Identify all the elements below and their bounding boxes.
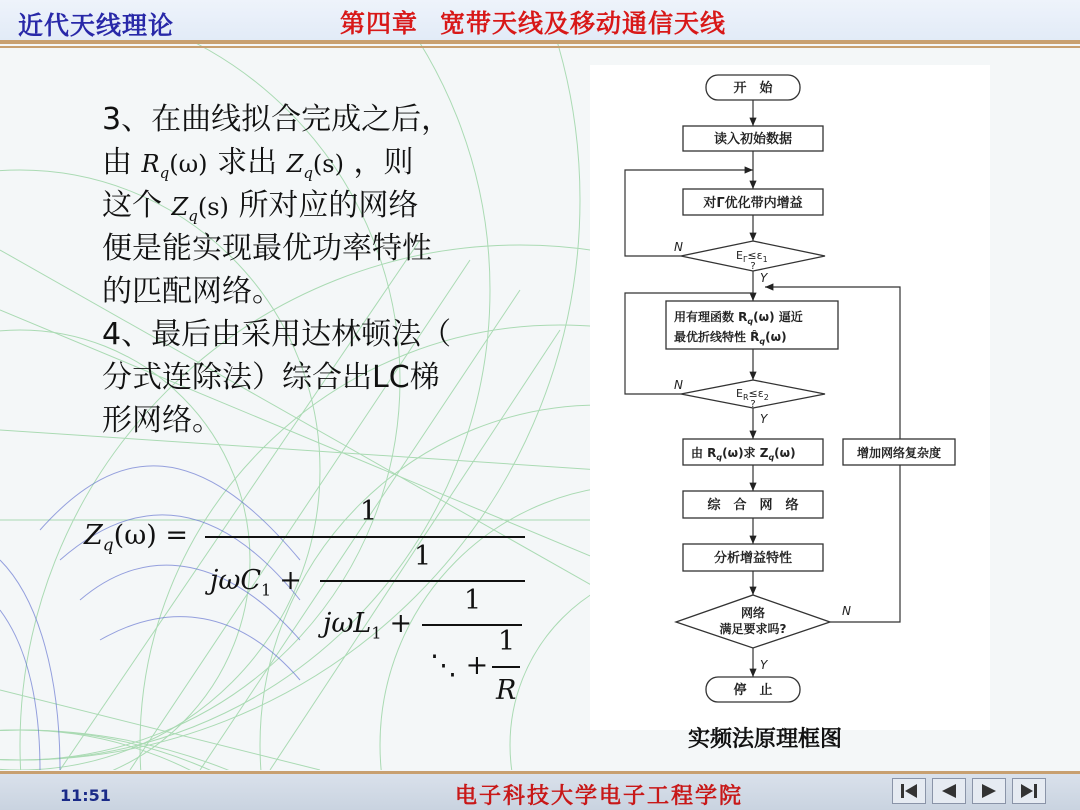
next-slide-button[interactable] xyxy=(972,778,1006,804)
flow-y2: Y xyxy=(760,412,768,426)
text-fragment: 由 xyxy=(102,145,132,180)
term-jwl1: jωL$_1$ + xyxy=(323,608,413,643)
last-slide-button[interactable] xyxy=(1012,778,1046,804)
text-fragment: ，则 xyxy=(353,145,414,180)
footer-time: 11:51 xyxy=(60,786,111,805)
paragraph-3-line-1: 3、在曲线拟合完成之后， xyxy=(102,102,452,137)
fraction-bar-2 xyxy=(320,580,525,582)
numerator-3: 1 xyxy=(464,585,482,616)
term-r: R xyxy=(496,675,517,706)
chapter-title: 宽带天线及移动通信天线 xyxy=(440,9,727,38)
flow-optimize: 对Γ优化带内增益 xyxy=(703,196,803,211)
flow-solve: 由 $R_q(\omega)$求 $Z_q(\omega)$ xyxy=(691,446,796,462)
flow-approx-1: 用有理函数 $R_q(\omega)$ 逼近 xyxy=(674,310,803,326)
fraction-bar-4 xyxy=(492,666,520,668)
flow-cond1: $E_\Gamma\le\varepsilon_1$ xyxy=(736,249,768,264)
numerator-1: 1 xyxy=(360,496,378,527)
course-title: 近代天线理论 xyxy=(18,11,175,40)
footer-rule xyxy=(0,771,1080,774)
first-icon xyxy=(893,779,925,803)
prev-slide-button[interactable] xyxy=(932,778,966,804)
flow-cond2: $E_R\le\varepsilon_2$ xyxy=(736,387,769,402)
flow-y3: Y xyxy=(760,658,768,672)
header-rule xyxy=(0,40,1080,44)
chapter-number: 第四章 xyxy=(340,9,419,38)
footer-institution: 电子科技大学电子工程学院 xyxy=(455,783,744,809)
first-slide-button[interactable] xyxy=(892,778,926,804)
text-fragment: 这个 xyxy=(102,188,162,223)
paragraph-4-line-1: 4、最后由采用达林顿法（ xyxy=(102,317,452,352)
text-fragment: 求出 xyxy=(217,145,278,180)
term-dots: ⋱ + xyxy=(430,650,489,681)
numerator-2: 1 xyxy=(414,541,432,572)
flowchart xyxy=(590,65,990,730)
flow-synth: 综 合 网 络 xyxy=(707,498,799,513)
flow-meet-1: 网络 xyxy=(740,606,766,620)
fraction-bar-1 xyxy=(205,536,525,538)
flow-start: 开 始 xyxy=(733,81,773,96)
flow-analyze: 分析增益特性 xyxy=(713,551,793,566)
flow-n1: N xyxy=(674,240,683,254)
flow-meet-2: 满足要求吗? xyxy=(719,622,787,636)
paragraph-4-line-3: 形网络。 xyxy=(102,403,222,438)
numerator-4: 1 xyxy=(498,626,516,657)
flow-increase: 增加网络复杂度 xyxy=(856,446,942,460)
flow-q1: ? xyxy=(750,261,756,272)
flow-read: 读入初始数据 xyxy=(713,132,793,147)
header-rule-thin xyxy=(0,46,1080,48)
zq-s-symbol: $Z_q(s)$ xyxy=(171,193,229,225)
chapter-heading xyxy=(340,4,748,40)
paragraph-4-line-2: 分式连除法）综合出LC梯 xyxy=(102,360,440,395)
flow-q2: ? xyxy=(750,399,756,410)
flow-n2: N xyxy=(674,378,683,392)
rq-omega-symbol: $R_q(\omega)$ xyxy=(141,150,208,182)
figure-caption: 实频法原理框图 xyxy=(688,727,843,752)
text-fragment: 所对应的网络 xyxy=(238,188,419,223)
formula-lhs: $Z_q(\omega)$ = xyxy=(84,520,188,556)
paragraph-3-line-4: 便是能实现最优功率特性 xyxy=(102,231,432,266)
flow-approx-2: 最优折线特性 $R̂_q(\omega)$ xyxy=(674,330,787,346)
flow-stop: 停 止 xyxy=(733,683,773,698)
paragraph-3-line-5: 的匹配网络。 xyxy=(102,274,282,309)
prev-icon xyxy=(933,779,965,803)
last-icon xyxy=(1013,779,1045,803)
zq-s-symbol: $Z_q(s)$ xyxy=(286,150,344,182)
flow-n3: N xyxy=(842,604,851,618)
flow-y1: Y xyxy=(760,271,768,285)
next-icon xyxy=(973,779,1005,803)
term-jwc1: jωC$_1$ + xyxy=(210,565,302,600)
